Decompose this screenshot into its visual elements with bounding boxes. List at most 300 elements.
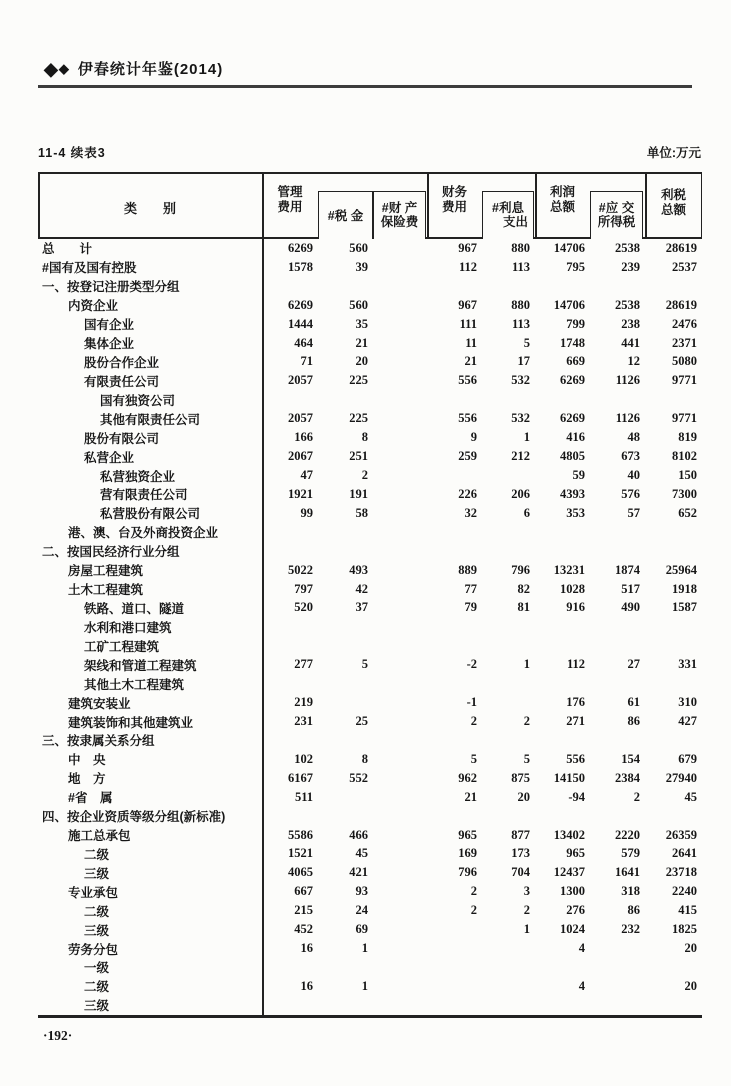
row-label: 集体企业 bbox=[84, 337, 135, 352]
cell-tax: 5 bbox=[361, 657, 368, 672]
cell-financial-expense: 556 bbox=[458, 373, 477, 388]
cell-total-profit: 353 bbox=[566, 505, 585, 520]
cell-interest-payout: 113 bbox=[511, 259, 530, 274]
cell-income-tax-payable: 2 bbox=[633, 789, 640, 804]
table-row bbox=[38, 712, 702, 731]
row-label: 一、按登记注册类型分组 bbox=[42, 280, 180, 295]
cell-financial-expense: 79 bbox=[464, 600, 477, 615]
table-row bbox=[38, 239, 702, 258]
column-divider bbox=[645, 174, 647, 239]
row-label: 二、按国民经济行业分组 bbox=[42, 545, 180, 560]
row-label: 劳务分包 bbox=[68, 942, 119, 957]
cell-income-tax-payable: 61 bbox=[627, 695, 640, 710]
cell-mgmt-expense: 6167 bbox=[288, 770, 313, 785]
cell-financial-expense: 21 bbox=[464, 789, 477, 804]
table-row bbox=[38, 580, 702, 599]
cell-total-profit: 1024 bbox=[560, 922, 585, 937]
cell-tax: 191 bbox=[349, 486, 368, 501]
cell-mgmt-expense: 797 bbox=[294, 581, 313, 596]
cell-interest-payout: 212 bbox=[511, 449, 530, 464]
row-label: 港、澳、台及外商投资企业 bbox=[68, 526, 219, 541]
cell-tax: 251 bbox=[349, 449, 368, 464]
table-row bbox=[38, 466, 702, 485]
cell-mgmt-expense: 16 bbox=[300, 978, 313, 993]
table-row bbox=[38, 977, 702, 996]
cell-income-tax-payable: 154 bbox=[621, 751, 640, 766]
table-border-right bbox=[701, 174, 703, 239]
cell-tax: 421 bbox=[349, 865, 368, 880]
table-row bbox=[38, 617, 702, 636]
table-row bbox=[38, 334, 702, 353]
row-label: 建筑装饰和其他建筑业 bbox=[68, 715, 194, 730]
table-row bbox=[38, 561, 702, 580]
cell-mgmt-expense: 166 bbox=[294, 430, 313, 445]
cell-total-profit: 4805 bbox=[560, 449, 585, 464]
row-label: 总 计 bbox=[42, 242, 93, 257]
table-border-left bbox=[38, 174, 40, 239]
cell-tax: 560 bbox=[349, 240, 368, 255]
cell-tax: 466 bbox=[349, 827, 368, 842]
table-row bbox=[38, 315, 702, 334]
cell-tax: 20 bbox=[355, 354, 368, 369]
cell-tax: 25 bbox=[355, 714, 368, 728]
row-label: 三级 bbox=[84, 866, 110, 881]
table-row bbox=[38, 674, 702, 693]
table-row bbox=[38, 636, 702, 655]
cell-financial-expense: 77 bbox=[464, 581, 477, 596]
cell-mgmt-expense: 16 bbox=[300, 941, 313, 956]
statistics-table bbox=[38, 172, 702, 1018]
cell-financial-expense: 889 bbox=[458, 562, 477, 577]
row-label: 专业承包 bbox=[68, 885, 119, 900]
table-row bbox=[38, 863, 702, 882]
cell-tax: 58 bbox=[355, 505, 368, 520]
cell-financial-expense: 2 bbox=[470, 714, 477, 728]
cell-tax: 225 bbox=[349, 411, 368, 426]
cell-profit-and-tax-total: 9771 bbox=[672, 373, 697, 388]
table-row bbox=[38, 371, 702, 390]
cell-profit-and-tax-total: 20 bbox=[684, 941, 697, 956]
cell-total-profit: 1300 bbox=[560, 884, 585, 899]
cell-financial-expense: -2 bbox=[466, 657, 477, 672]
table-row bbox=[38, 296, 702, 315]
cell-profit-and-tax-total: 819 bbox=[678, 430, 697, 445]
row-label: 其他有限责任公司 bbox=[100, 412, 201, 427]
row-label: 水利和港口建筑 bbox=[84, 620, 172, 635]
cell-income-tax-payable: 238 bbox=[621, 316, 640, 331]
row-label: 私营独资企业 bbox=[100, 469, 176, 484]
cell-profit-and-tax-total: 1918 bbox=[672, 581, 697, 596]
cell-mgmt-expense: 6269 bbox=[288, 240, 313, 255]
row-label: 工矿工程建筑 bbox=[84, 639, 160, 654]
cell-financial-expense: 32 bbox=[464, 505, 477, 520]
cell-mgmt-expense: 5022 bbox=[288, 562, 313, 577]
table-row bbox=[38, 693, 702, 712]
cell-mgmt-expense: 2057 bbox=[288, 411, 313, 426]
cell-income-tax-payable: 673 bbox=[621, 449, 640, 464]
cell-income-tax-payable: 57 bbox=[627, 505, 640, 520]
row-label: 二级 bbox=[84, 980, 110, 995]
cell-financial-expense: 2 bbox=[470, 903, 477, 918]
table-row bbox=[38, 409, 702, 428]
cell-profit-and-tax-total: 1587 bbox=[672, 600, 697, 615]
cell-interest-payout: 113 bbox=[511, 316, 530, 331]
cell-income-tax-payable: 12 bbox=[627, 354, 640, 369]
cell-total-profit: 4 bbox=[578, 941, 585, 956]
cell-interest-payout: 5 bbox=[523, 751, 530, 766]
column-header-profit-and-tax-total bbox=[645, 188, 702, 218]
row-label: 私营股份有限公司 bbox=[100, 507, 201, 522]
cell-profit-and-tax-total: 27940 bbox=[665, 770, 697, 785]
cell-profit-and-tax-total: 2476 bbox=[672, 316, 697, 331]
cell-financial-expense: 962 bbox=[458, 770, 477, 785]
table-row bbox=[38, 599, 702, 618]
row-label: 三、按隶属关系分组 bbox=[42, 734, 155, 749]
cell-mgmt-expense: 102 bbox=[294, 751, 313, 766]
row-label: 股份合作企业 bbox=[84, 355, 160, 370]
cell-total-profit: 1028 bbox=[560, 581, 585, 596]
table-body bbox=[38, 239, 702, 1015]
cell-tax: 35 bbox=[355, 316, 368, 331]
table-row bbox=[38, 901, 702, 920]
table-row bbox=[38, 353, 702, 372]
cell-profit-and-tax-total: 9771 bbox=[672, 411, 697, 426]
cell-tax: 45 bbox=[355, 846, 368, 861]
cell-financial-expense: 2 bbox=[470, 884, 477, 899]
cell-income-tax-payable: 2538 bbox=[615, 297, 640, 312]
cell-interest-payout: 704 bbox=[511, 865, 530, 880]
column-header-text: 费用 bbox=[441, 200, 467, 214]
column-header-interest-payout bbox=[482, 191, 534, 239]
cell-total-profit: 59 bbox=[572, 468, 585, 483]
cell-profit-and-tax-total: 28619 bbox=[665, 297, 697, 312]
table-row bbox=[38, 390, 702, 409]
cell-interest-payout: 81 bbox=[517, 600, 530, 615]
row-label: 三级 bbox=[84, 923, 110, 938]
row-label: 架线和管道工程建筑 bbox=[84, 658, 197, 673]
table-row bbox=[38, 523, 702, 542]
cell-profit-and-tax-total: 2240 bbox=[672, 884, 697, 899]
cell-interest-payout: 5 bbox=[523, 335, 530, 350]
cell-income-tax-payable: 2538 bbox=[615, 240, 640, 255]
column-header-property-insurance bbox=[373, 191, 426, 239]
row-label: #省 属 bbox=[68, 791, 113, 806]
cell-profit-and-tax-total: 25964 bbox=[665, 562, 697, 577]
table-row bbox=[38, 258, 702, 277]
row-label: 私营企业 bbox=[84, 450, 135, 465]
cell-tax: 2 bbox=[361, 468, 368, 483]
column-header-text: #利息 bbox=[492, 201, 524, 215]
column-header-text: 支出 bbox=[502, 215, 528, 229]
cell-interest-payout: 880 bbox=[511, 240, 530, 255]
cell-profit-and-tax-total: 331 bbox=[678, 657, 697, 672]
cell-income-tax-payable: 48 bbox=[627, 430, 640, 445]
cell-total-profit: 12437 bbox=[553, 865, 585, 880]
row-label: 中 央 bbox=[68, 753, 106, 768]
unit-label: 单位:万元 bbox=[646, 146, 701, 160]
cell-profit-and-tax-total: 2537 bbox=[672, 259, 697, 274]
cell-tax: 42 bbox=[355, 581, 368, 596]
row-label: 一级 bbox=[84, 961, 110, 976]
cell-mgmt-expense: 215 bbox=[294, 903, 313, 918]
cell-financial-expense: 967 bbox=[458, 240, 477, 255]
cell-income-tax-payable: 40 bbox=[627, 468, 640, 483]
cell-total-profit: 799 bbox=[566, 316, 585, 331]
cell-mgmt-expense: 1444 bbox=[288, 316, 313, 331]
column-header-mgmt-expense bbox=[262, 185, 318, 215]
cell-tax: 1 bbox=[361, 941, 368, 956]
table-row bbox=[38, 788, 702, 807]
row-label: 四、按企业资质等级分组(新标准) bbox=[42, 810, 226, 825]
cell-profit-and-tax-total: 1825 bbox=[672, 922, 697, 937]
cell-income-tax-payable: 2220 bbox=[615, 827, 640, 842]
cell-profit-and-tax-total: 679 bbox=[678, 751, 697, 766]
cell-income-tax-payable: 1641 bbox=[615, 865, 640, 880]
table-row bbox=[38, 939, 702, 958]
cell-total-profit: 13402 bbox=[553, 827, 585, 842]
cell-mgmt-expense: 6269 bbox=[288, 297, 313, 312]
cell-tax: 24 bbox=[355, 903, 368, 918]
cell-tax: 493 bbox=[349, 562, 368, 577]
cell-income-tax-payable: 1126 bbox=[615, 373, 640, 388]
page-header-brand bbox=[44, 58, 223, 79]
cell-total-profit: 6269 bbox=[560, 373, 585, 388]
cell-income-tax-payable: 86 bbox=[627, 903, 640, 918]
cell-profit-and-tax-total: 23718 bbox=[665, 865, 697, 880]
cell-mgmt-expense: 464 bbox=[294, 335, 313, 350]
row-label: 土木工程建筑 bbox=[68, 583, 144, 598]
cell-tax: 560 bbox=[349, 297, 368, 312]
table-row bbox=[38, 750, 702, 769]
cell-mgmt-expense: 277 bbox=[294, 657, 313, 672]
cell-interest-payout: 796 bbox=[511, 562, 530, 577]
cell-tax: 8 bbox=[361, 430, 368, 445]
cell-mgmt-expense: 71 bbox=[300, 354, 313, 369]
row-label: 股份有限公司 bbox=[84, 431, 160, 446]
cell-mgmt-expense: 1521 bbox=[288, 846, 313, 861]
column-header-financial-expense bbox=[427, 185, 482, 215]
header-rule bbox=[38, 85, 692, 88]
cell-total-profit: 14150 bbox=[553, 770, 585, 785]
row-label: 房屋工程建筑 bbox=[68, 564, 144, 579]
cell-profit-and-tax-total: 150 bbox=[678, 468, 697, 483]
table-row bbox=[38, 655, 702, 674]
table-header bbox=[38, 174, 702, 239]
cell-interest-payout: 875 bbox=[511, 770, 530, 785]
column-header-text: 总额 bbox=[660, 203, 686, 217]
cell-total-profit: 13231 bbox=[553, 562, 585, 577]
cell-income-tax-payable: 2384 bbox=[615, 770, 640, 785]
cell-mgmt-expense: 47 bbox=[300, 468, 313, 483]
cell-total-profit: 14706 bbox=[553, 240, 585, 255]
cell-interest-payout: 877 bbox=[511, 827, 530, 842]
cell-financial-expense: 259 bbox=[458, 449, 477, 464]
column-header-text: 费用 bbox=[277, 200, 303, 214]
cell-profit-and-tax-total: 415 bbox=[678, 903, 697, 918]
cell-financial-expense: 169 bbox=[458, 846, 477, 861]
row-label: 铁路、道口、隧道 bbox=[84, 601, 185, 616]
cell-mgmt-expense: 231 bbox=[294, 714, 313, 728]
cell-income-tax-payable: 579 bbox=[621, 846, 640, 861]
cell-financial-expense: 112 bbox=[458, 259, 477, 274]
table-row bbox=[38, 996, 702, 1015]
column-header-text: #税 金 bbox=[327, 209, 364, 223]
cell-mgmt-expense: 219 bbox=[294, 695, 313, 710]
cell-interest-payout: 17 bbox=[517, 354, 530, 369]
column-header-category: 类 别 bbox=[123, 201, 176, 216]
column-divider bbox=[535, 174, 537, 239]
table-row bbox=[38, 920, 702, 939]
cell-total-profit: 271 bbox=[566, 714, 585, 728]
cell-mgmt-expense: 2057 bbox=[288, 373, 313, 388]
row-label: 有限责任公司 bbox=[84, 374, 160, 389]
diamond-icon: ◆ bbox=[44, 58, 58, 79]
cell-total-profit: 556 bbox=[566, 751, 585, 766]
cell-income-tax-payable: 441 bbox=[621, 335, 640, 350]
cell-interest-payout: 2 bbox=[523, 903, 530, 918]
row-label: #国有及国有控股 bbox=[42, 261, 137, 276]
cell-total-profit: 276 bbox=[566, 903, 585, 918]
cell-financial-expense: 111 bbox=[459, 316, 477, 331]
row-label: 地 方 bbox=[68, 772, 106, 787]
cell-profit-and-tax-total: 427 bbox=[678, 714, 697, 728]
column-header-text: 总额 bbox=[549, 200, 575, 214]
cell-income-tax-payable: 517 bbox=[621, 581, 640, 596]
column-header-text: 利润 bbox=[549, 185, 575, 199]
cell-profit-and-tax-total: 5080 bbox=[672, 354, 697, 369]
cell-tax: 21 bbox=[355, 335, 368, 350]
row-label: 内资企业 bbox=[68, 299, 119, 314]
cell-financial-expense: 967 bbox=[458, 297, 477, 312]
cell-financial-expense: 5 bbox=[470, 751, 477, 766]
column-header-text: #财 产 bbox=[381, 201, 418, 215]
cell-profit-and-tax-total: 45 bbox=[684, 789, 697, 804]
cell-interest-payout: 1 bbox=[523, 922, 530, 937]
cell-interest-payout: 880 bbox=[511, 297, 530, 312]
table-row bbox=[38, 542, 702, 561]
row-label: 国有独资公司 bbox=[100, 393, 176, 408]
cell-profit-and-tax-total: 26359 bbox=[665, 827, 697, 842]
cell-income-tax-payable: 318 bbox=[621, 884, 640, 899]
cell-profit-and-tax-total: 652 bbox=[678, 505, 697, 520]
cell-financial-expense: 9 bbox=[470, 430, 477, 445]
table-row bbox=[38, 958, 702, 977]
cell-total-profit: 416 bbox=[566, 430, 585, 445]
column-header-text: 利税 bbox=[660, 188, 686, 202]
cell-total-profit: -94 bbox=[568, 789, 585, 804]
cell-mgmt-expense: 452 bbox=[294, 922, 313, 937]
table-row bbox=[38, 807, 702, 826]
cell-total-profit: 112 bbox=[566, 657, 585, 672]
column-header-text: 管理 bbox=[277, 185, 303, 199]
table-row bbox=[38, 504, 702, 523]
cell-financial-expense: -1 bbox=[466, 695, 477, 710]
cell-mgmt-expense: 5586 bbox=[288, 827, 313, 842]
cell-mgmt-expense: 1578 bbox=[288, 259, 313, 274]
cell-tax: 8 bbox=[361, 751, 368, 766]
cell-interest-payout: 20 bbox=[517, 789, 530, 804]
cell-interest-payout: 6 bbox=[523, 505, 530, 520]
cell-profit-and-tax-total: 28619 bbox=[665, 240, 697, 255]
cell-income-tax-payable: 1874 bbox=[615, 562, 640, 577]
cell-mgmt-expense: 511 bbox=[294, 789, 313, 804]
cell-total-profit: 176 bbox=[566, 695, 585, 710]
page-number: ·192· bbox=[43, 1028, 73, 1043]
cell-interest-payout: 1 bbox=[523, 657, 530, 672]
cell-mgmt-expense: 99 bbox=[300, 505, 313, 520]
cell-income-tax-payable: 239 bbox=[621, 259, 640, 274]
row-label: 国有企业 bbox=[84, 318, 135, 333]
cell-profit-and-tax-total: 2641 bbox=[672, 846, 697, 861]
cell-financial-expense: 226 bbox=[458, 486, 477, 501]
cell-income-tax-payable: 86 bbox=[627, 714, 640, 728]
cell-profit-and-tax-total: 310 bbox=[678, 695, 697, 710]
cell-mgmt-expense: 520 bbox=[294, 600, 313, 615]
column-header-text: 所得税 bbox=[597, 215, 636, 229]
cell-mgmt-expense: 2067 bbox=[288, 449, 313, 464]
cell-tax: 39 bbox=[355, 259, 368, 274]
cell-total-profit: 14706 bbox=[553, 297, 585, 312]
cell-tax: 225 bbox=[349, 373, 368, 388]
cell-total-profit: 795 bbox=[566, 259, 585, 274]
cell-financial-expense: 796 bbox=[458, 865, 477, 880]
cell-total-profit: 6269 bbox=[560, 411, 585, 426]
column-header-tax bbox=[318, 191, 373, 239]
table-row bbox=[38, 769, 702, 788]
row-label: 二级 bbox=[84, 847, 110, 862]
cell-tax: 37 bbox=[355, 600, 368, 615]
cell-interest-payout: 2 bbox=[523, 714, 530, 728]
row-label: 其他土木工程建筑 bbox=[84, 677, 185, 692]
cell-interest-payout: 3 bbox=[523, 884, 530, 899]
cell-income-tax-payable: 576 bbox=[621, 486, 640, 501]
cell-tax: 1 bbox=[361, 978, 368, 993]
cell-tax: 69 bbox=[355, 922, 368, 937]
cell-profit-and-tax-total: 8102 bbox=[672, 449, 697, 464]
cell-income-tax-payable: 490 bbox=[621, 600, 640, 615]
row-label: 施工总承包 bbox=[68, 829, 131, 844]
cell-interest-payout: 206 bbox=[511, 486, 530, 501]
table-row bbox=[38, 428, 702, 447]
cell-total-profit: 4393 bbox=[560, 486, 585, 501]
cell-total-profit: 916 bbox=[566, 600, 585, 615]
cell-interest-payout: 173 bbox=[511, 846, 530, 861]
cell-total-profit: 4 bbox=[578, 978, 585, 993]
column-divider bbox=[427, 174, 429, 239]
cell-interest-payout: 532 bbox=[511, 373, 530, 388]
table-row bbox=[38, 447, 702, 466]
table-row bbox=[38, 485, 702, 504]
cell-income-tax-payable: 1126 bbox=[615, 411, 640, 426]
cell-financial-expense: 965 bbox=[458, 827, 477, 842]
column-header-text: 保险费 bbox=[380, 215, 419, 229]
column-header-text: #应 交 bbox=[598, 201, 635, 215]
cell-financial-expense: 11 bbox=[465, 335, 477, 350]
table-row bbox=[38, 882, 702, 901]
table-row bbox=[38, 731, 702, 750]
cell-tax: 552 bbox=[349, 770, 368, 785]
cell-interest-payout: 532 bbox=[511, 411, 530, 426]
yearbook-title: 伊春统计年鉴(2014) bbox=[77, 61, 224, 78]
cell-financial-expense: 21 bbox=[464, 354, 477, 369]
cell-mgmt-expense: 1921 bbox=[288, 486, 313, 501]
row-label: 建筑安装业 bbox=[68, 696, 131, 711]
cell-total-profit: 1748 bbox=[560, 335, 585, 350]
cell-mgmt-expense: 667 bbox=[294, 884, 313, 899]
cell-financial-expense: 556 bbox=[458, 411, 477, 426]
cell-total-profit: 669 bbox=[566, 354, 585, 369]
cell-profit-and-tax-total: 2371 bbox=[672, 335, 697, 350]
